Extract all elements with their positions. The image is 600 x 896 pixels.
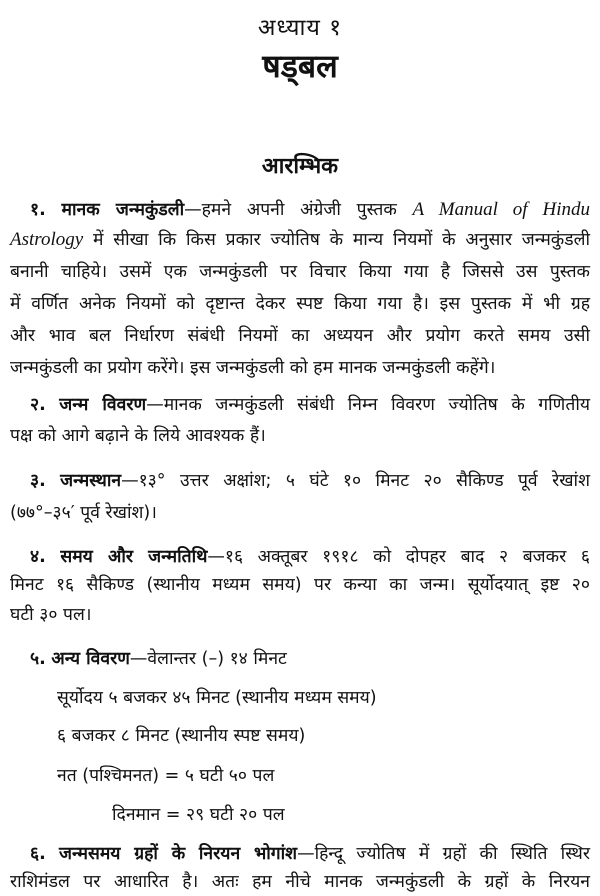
paragraph-3-line-1 — [30, 467, 590, 495]
paragraph-6-text: —हिन्दू ज्योतिष में ग्रहों की स्थिति स्थिर — [297, 844, 590, 864]
paragraph-5-local-time: ६ बजकर ८ मिनट (स्थानीय स्पष्ट समय) — [57, 726, 306, 746]
paragraph-5-text: —वेलान्तर (–) १४ मिनट — [129, 649, 287, 669]
paragraph-1-line-2 — [10, 226, 590, 254]
paragraph-5-number: ५. — [30, 649, 46, 669]
paragraph-4-line-3: घटी ३० पल। — [10, 605, 92, 625]
paragraph-2-text: —मानक जन्मकुंडली संबंधी निम्न विवरण ज्योतिष के गणितीय — [146, 395, 590, 415]
paragraph-5-sunrise: सूर्योदय ५ बजकर ४५ मिनट (स्थानीय मध्यम समय) — [57, 688, 377, 708]
paragraph-5-line-1 — [30, 645, 590, 673]
paragraph-5-nata: नत (पश्चिमनत) = ५ घटी ५० पल — [57, 766, 275, 786]
paragraph-3-line-2: (७७°–३५′ पूर्व रेखांश)। — [10, 503, 157, 523]
paragraph-2-heading: जन्म विवरण — [59, 395, 147, 415]
paragraph-2-number: २. — [30, 395, 46, 415]
paragraph-5-dinman: दिनमान = २९ घटी २० पल — [112, 805, 285, 825]
chapter-title: षड्बल — [262, 47, 338, 85]
section-title: आरम्भिक — [261, 154, 339, 179]
paragraph-3-text: —१३° उत्तर अक्षांश; ५ घंटे १० मिनट २० सैकिण्ड पूर्व रेखांश — [121, 471, 590, 491]
paragraph-1-text: —हमने अपनी अंग्रेजी पुस्तक — [184, 200, 413, 220]
paragraph-3-heading: जन्मस्थान — [60, 471, 122, 491]
paragraph-1-line-5: और भाव बल निर्धारण संबंधी नियमों का अध्ययन और प्रयोग करते समय उसी — [10, 326, 590, 346]
paragraph-1-line-4: में वर्णित अनेक नियमों को दृष्टान्त देकर स्पष्ट किया गया है। इस पुस्तक में भी ग्रह — [10, 294, 590, 314]
paragraph-4-text: —१६ अक्तूबर १९१८ को दोपहर बाद २ बजकर ६ — [207, 547, 590, 567]
paragraph-6-number: ६. — [30, 844, 46, 864]
paragraph-4-line-2: मिनट १६ सैकिण्ड (स्थानीय मध्यम समय) पर कन्या का जन्म। सूर्योदयात् इष्ट २० — [10, 575, 590, 595]
paragraph-1-line-6: जन्मकुंडली का प्रयोग करेंगे। इस जन्मकुंडली को हम मानक जन्मकुंडली कहेंगे। — [10, 358, 496, 378]
paragraph-4-line-1 — [30, 543, 590, 571]
paragraph-4-heading: समय और जन्मतिथि — [60, 547, 208, 567]
paragraph-1-line-1 — [30, 196, 590, 224]
paragraph-1-text: में सीखा कि किस प्रकार ज्योतिष के मान्य नियमों के अनुसार जन्मकुंडली — [83, 230, 590, 250]
paragraph-6-heading: जन्मसमय ग्रहों के निरयन भोगांश — [59, 844, 298, 864]
paragraph-6-line-1 — [30, 840, 590, 868]
paragraph-1-line-3: बनानी चाहिये। उसमें एक जन्मकुंडली पर विचार किया गया है जिससे उस पुस्तक — [10, 262, 590, 282]
paragraph-1-heading: मानक जन्मकुंडली — [61, 200, 185, 220]
paragraph-2-line-1 — [30, 391, 590, 419]
paragraph-6-line-2: राशिमंडल पर आधारित है। अतः हम नीचे मानक जन्मकुंडली के ग्रहों के निरयन — [10, 872, 590, 892]
book-title-cont: Astrology — [10, 229, 84, 250]
paragraph-2-line-2: पक्ष को आगे बढ़ाने के लिये आवश्यक हैं। — [10, 426, 266, 446]
book-title: A Manual of Hindu — [412, 199, 590, 220]
paragraph-4-number: ४. — [30, 547, 46, 567]
paragraph-1-number: १. — [30, 200, 46, 220]
paragraph-3-number: ३. — [30, 471, 46, 491]
paragraph-5-heading: अन्य विवरण — [51, 649, 130, 669]
chapter-label: अध्याय १ — [257, 15, 343, 41]
